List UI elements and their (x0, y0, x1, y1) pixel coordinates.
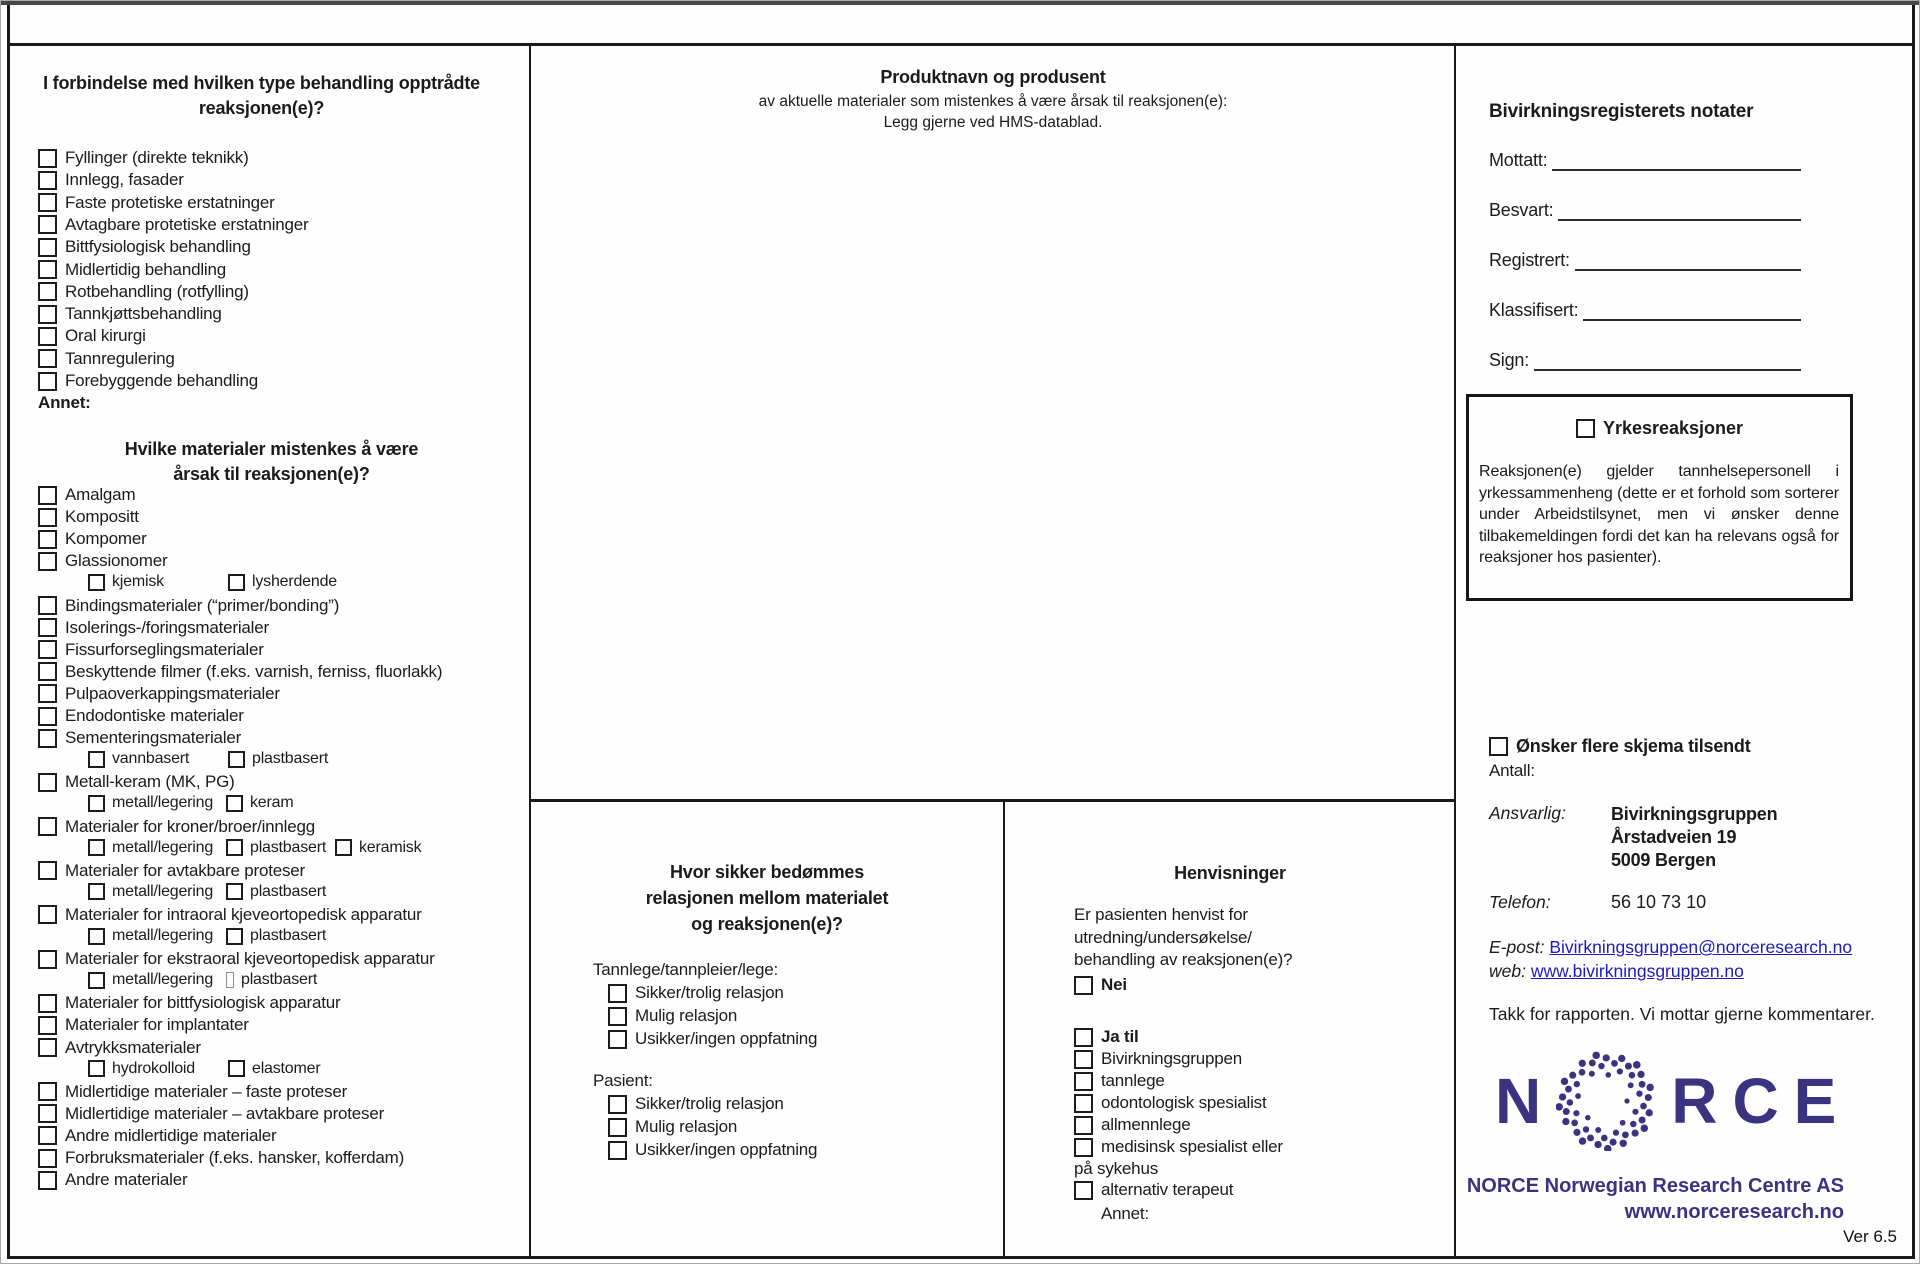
checkbox[interactable] (38, 372, 57, 391)
checkbox[interactable] (38, 1038, 57, 1057)
checkbox[interactable] (1074, 1072, 1093, 1091)
checkbox[interactable] (38, 327, 57, 346)
norce-logo-letter-n: N (1495, 1065, 1542, 1137)
checkbox[interactable] (38, 282, 57, 301)
checkbox[interactable] (608, 1030, 627, 1049)
checkbox-row (38, 259, 538, 281)
checkbox[interactable] (38, 1082, 57, 1101)
write-in-line[interactable] (1534, 345, 1801, 371)
checkbox-row (38, 550, 538, 572)
checkbox[interactable] (1074, 1181, 1093, 1200)
referrals-title: Henvisninger (1174, 863, 1286, 883)
sub-option (88, 750, 189, 768)
relation-group1-heading: Tannlege/tannpleier/lege: (593, 960, 778, 979)
checkbox-row (38, 214, 538, 236)
telefon-value: 56 10 73 10 (1611, 892, 1707, 912)
checkbox-label: Isolerings-/foringsmaterialer (65, 617, 269, 637)
epost-link[interactable]: Bivirkningsgruppen@norceresearch.no (1549, 937, 1853, 957)
checkbox-label: Materialer for intraoral kjeveortopedisk apparatur (65, 904, 422, 924)
sub-checkbox-row (38, 838, 538, 860)
write-in-line[interactable] (1575, 245, 1801, 271)
checkbox-label: Forebyggende behandling (65, 371, 258, 390)
checkbox-label: Metall-keram (MK, PG) (65, 772, 235, 792)
norce-logo-letter-c: C (1732, 1065, 1779, 1137)
checkbox-row (38, 236, 538, 258)
checkbox-label: Midlertidige materialer – avtakbare proteser (65, 1103, 385, 1123)
sub-option (228, 573, 337, 591)
sub-option (226, 927, 326, 945)
checkbox[interactable] (38, 1171, 57, 1190)
norce-logo-sun-icon (1556, 1051, 1656, 1151)
checkbox[interactable] (38, 861, 57, 880)
referrals-option-medisinsk: medisinsk spesialist eller (1074, 1137, 1283, 1157)
checkbox-label: Oral kirurgi (65, 326, 146, 346)
checkbox-row (38, 1037, 538, 1059)
norce-org-block (1467, 1173, 1844, 1225)
norce-logo-letter-e: E (1793, 1065, 1837, 1137)
sub-option (88, 1060, 195, 1078)
sub-option (228, 750, 328, 768)
checkbox[interactable] (88, 972, 105, 989)
norce-logo-letter-r: R (1671, 1065, 1718, 1137)
checkbox-row (38, 661, 538, 683)
checkbox-label: Amalgam (65, 485, 136, 504)
checkbox-row (38, 528, 538, 550)
referrals-annet-label: Annet: (1101, 1204, 1149, 1223)
checkbox[interactable] (226, 928, 243, 945)
materials-question-title: Hvilke materialer mistenkes å være årsak til reaksjonen(e)? (124, 439, 419, 484)
registry-field-mottatt: Mottatt: (1489, 147, 1801, 171)
referrals-option-medisinsk-continuation: på sykehus (1074, 1159, 1158, 1178)
checkbox-row (38, 1081, 538, 1103)
checkbox[interactable] (38, 950, 57, 969)
checkbox-row (38, 639, 538, 661)
checkbox-label: lysherdende (252, 573, 337, 591)
sub-checkbox-row (38, 572, 538, 594)
sub-checkbox-row (38, 793, 538, 815)
treatment-checklist (38, 147, 528, 427)
checkbox-row (38, 169, 538, 191)
checkbox-label: Beskyttende filmer (f.eks. varnish, ferniss, fluorlakk) (65, 661, 443, 681)
registry-field-klassifisert: Klassifisert: (1489, 297, 1801, 321)
checkbox-label: keram (250, 794, 294, 812)
checkbox-label: Forbruksmaterialer (f.eks. hansker, kofferdam) (65, 1148, 405, 1167)
frame-bottom (7, 1256, 1915, 1259)
checkbox-row (38, 595, 538, 617)
checkbox[interactable] (1074, 1116, 1093, 1135)
version-label: Ver 6.5 (1843, 1227, 1897, 1246)
checkbox-row (38, 1014, 538, 1036)
web-row (1489, 961, 1744, 982)
checkbox[interactable] (88, 928, 105, 945)
checkbox[interactable] (226, 839, 243, 856)
frame-top-rule (7, 43, 1915, 46)
sub-option (88, 927, 213, 945)
checkbox-row (38, 992, 538, 1014)
checkbox-label: Kompositt (65, 507, 139, 527)
checkbox-label: Tannregulering (65, 348, 175, 368)
scan-top-edge (1, 1, 1920, 5)
checkbox-label: Annet: (38, 393, 91, 413)
checkbox[interactable] (608, 984, 627, 1003)
checkbox[interactable] (88, 795, 105, 812)
checkbox[interactable] (38, 1016, 57, 1035)
antall-label: Antall: (1489, 761, 1535, 780)
checkbox-row (38, 1125, 538, 1147)
checkbox[interactable] (228, 751, 245, 768)
checkbox-label: plastbasert (252, 750, 329, 768)
sub-option (228, 1060, 320, 1078)
checkbox-label: Midlertidig behandling (65, 259, 226, 279)
checkbox[interactable] (608, 1095, 627, 1114)
checkbox-label: Rotbehandling (rotfylling) (65, 281, 249, 301)
referrals-option-yes: Ja til (1074, 1027, 1139, 1047)
sub-option (335, 839, 421, 857)
checkbox-label: Materialer for bittfysiologisk apparatur (65, 993, 341, 1013)
occupational-checkbox-row: Yrkesreaksjoner (1466, 418, 1853, 439)
checkbox[interactable] (38, 193, 57, 212)
product-subtitle-1: av aktuelle materialer som mistenkes å være årsak til reaksjonen(e): (758, 93, 1228, 110)
referrals-question: Er pasienten henvist for utredning/undersøkelse/ behandling av reaksjonen(e)? (1074, 905, 1293, 969)
checkbox[interactable] (228, 1060, 245, 1077)
checkbox-label: Bindingsmaterialer (“primer/bonding”) (65, 595, 340, 615)
checkbox[interactable] (335, 839, 352, 856)
checkbox-label: vannbasert (112, 750, 190, 768)
telefon-label: Telefon: (1489, 892, 1551, 912)
checkbox-label: Faste protetiske erstatninger (65, 192, 275, 212)
frame-left (7, 5, 10, 1258)
checkbox-label: Sementeringsmaterialer (65, 728, 242, 748)
checkbox-label: kjemisk (112, 573, 164, 591)
checkbox[interactable] (88, 883, 105, 900)
checkbox[interactable] (38, 305, 57, 324)
checkbox-label: plastbasert (250, 927, 327, 944)
checkbox[interactable] (88, 574, 105, 591)
checkbox-label: Fissurforseglingsmaterialer (65, 639, 264, 659)
referrals-option-bivirkningsgruppen: Bivirkningsgruppen (1074, 1049, 1242, 1069)
relation-dentist-option-uncertain: Usikker/ingen oppfatning (608, 1029, 817, 1049)
checkbox-row (38, 705, 538, 727)
checkbox[interactable] (1576, 419, 1595, 438)
checkbox-label: Avtagbare protetiske erstatninger (65, 214, 309, 234)
checkbox[interactable] (226, 972, 234, 988)
checkbox[interactable] (38, 1126, 57, 1145)
checkbox-label: metall/legering (112, 794, 214, 812)
checkbox-label: Tannkjøttsbehandling (65, 304, 222, 324)
checkbox-label: Avtrykksmaterialer (65, 1037, 201, 1057)
checkbox-label: plastbasert (250, 838, 327, 856)
referrals-option-no: Nei (1074, 975, 1127, 995)
sub-checkbox-row (38, 970, 538, 992)
checkbox[interactable] (226, 883, 243, 900)
checkbox-label: Andre materialer (65, 1170, 188, 1190)
checkbox[interactable] (38, 530, 57, 549)
checkbox-label: elastomer (252, 1059, 321, 1077)
checkbox-label: plastbasert (250, 882, 327, 900)
checkbox[interactable] (38, 684, 57, 703)
checkbox[interactable] (608, 1118, 627, 1137)
sub-checkbox-row (38, 882, 538, 904)
norce-logo (1495, 1049, 1836, 1153)
checkbox-label: Materialer for ekstraoral kjeveortopedisk apparatur (65, 949, 435, 969)
more-forms-row: Ønsker flere skjema tilsendt (1489, 736, 1751, 757)
checkbox-row (38, 904, 538, 926)
checkbox[interactable] (38, 640, 57, 659)
ansvarlig-label: Ansvarlig: (1489, 803, 1566, 823)
checkbox[interactable] (88, 1060, 105, 1077)
checkbox-label: Midlertidige materialer – faste proteser (65, 1081, 348, 1101)
norce-org-url[interactable]: www.norceresearch.no (1624, 1201, 1844, 1223)
checkbox[interactable] (38, 486, 57, 505)
ansvarlig-address: Bivirkningsgruppen Årstadveien 19 5009 Bergen (1611, 804, 1778, 870)
relation-title: Hvor sikker bedømmes relasjonen mellom materialet og reaksjonen(e)? (645, 862, 889, 934)
checkbox[interactable] (1074, 1028, 1093, 1047)
checkbox-label: Andre midlertidige materialer (65, 1125, 277, 1145)
sub-option (88, 971, 213, 989)
referrals-option-allmennlege: allmennlege (1074, 1115, 1190, 1135)
checkbox-row (38, 727, 538, 749)
checkbox-row (38, 325, 538, 347)
checkbox[interactable] (1489, 737, 1508, 756)
registry-field-sign: Sign: (1489, 347, 1801, 371)
product-title: Produktnavn og produsent (880, 67, 1106, 87)
checkbox[interactable] (38, 215, 57, 234)
checkbox-row (38, 348, 538, 370)
checkbox-label: Pulpaoverkappingsmaterialer (65, 683, 280, 703)
checkbox-row (38, 683, 538, 705)
registry-field-registrert: Registrert: (1489, 247, 1801, 271)
checkbox-row (38, 370, 538, 392)
product-entry-area[interactable] (532, 131, 1452, 796)
sub-option (226, 883, 326, 901)
sub-option (88, 573, 164, 591)
checkbox-row (38, 948, 538, 970)
checkbox-label: Endodontiske materialer (65, 706, 244, 725)
checkbox[interactable] (38, 662, 57, 681)
relation-patient-option-uncertain: Usikker/ingen oppfatning (608, 1140, 817, 1160)
sub-checkbox-row (38, 749, 538, 771)
checkbox[interactable] (226, 795, 243, 812)
checkbox-row (38, 771, 538, 793)
checkbox-label: metall/legering (112, 927, 214, 944)
checkbox[interactable] (38, 149, 57, 168)
web-link[interactable]: www.bivirkningsgruppen.no (1530, 961, 1744, 981)
write-in-line[interactable] (1558, 195, 1801, 221)
checkbox[interactable] (38, 729, 57, 748)
checkbox[interactable] (608, 1007, 627, 1026)
sub-checkbox-row (38, 1059, 538, 1081)
checkbox[interactable] (38, 905, 57, 924)
checkbox[interactable] (38, 260, 57, 279)
checkbox[interactable] (38, 817, 57, 836)
checkbox-label: Materialer for avtakbare proteser (65, 860, 306, 880)
sub-option (226, 839, 326, 857)
checkbox-row (38, 192, 538, 214)
thanks-text: Takk for rapporten. Vi mottar gjerne kommentarer. (1489, 1004, 1875, 1024)
product-subtitle-2: Legg gjerne ved HMS-datablad. (883, 114, 1103, 131)
divider-middle-horizontal (529, 799, 1456, 802)
checkbox-label: Bittfysiologisk behandling (65, 237, 251, 257)
checkbox-label: hydrokolloid (112, 1059, 195, 1077)
checkbox-row (38, 1103, 538, 1125)
sub-option (88, 883, 213, 901)
checkbox[interactable] (38, 349, 57, 368)
referrals-option-alternativ: alternativ terapeut (1074, 1180, 1233, 1200)
checkbox-row (38, 147, 538, 169)
occupational-body-text: Reaksjonen(e) gjelder tannhelsepersonell i yrkessammenheng (dette er et forhold som sorterer under Arbeidstilsynet, men vi ønsker denne tilbakemeldingen fordi det kan ha relevans også for reaksjoner hos pasienter). (1479, 463, 1839, 566)
checkbox-row (38, 392, 538, 414)
checkbox[interactable] (1074, 1138, 1093, 1157)
checkbox[interactable] (38, 618, 57, 637)
materials-checklist (38, 484, 528, 1194)
checkbox-label: metall/legering (112, 838, 214, 856)
checkbox[interactable] (38, 1149, 57, 1168)
sub-option (88, 839, 213, 857)
relation-patient-option-certain: Sikker/trolig relasjon (608, 1094, 784, 1114)
checkbox[interactable] (38, 1104, 57, 1123)
checkbox-label: Fyllinger (direkte teknikk) (65, 148, 249, 167)
relation-dentist-option-possible: Mulig relasjon (608, 1006, 737, 1026)
relation-group2-heading: Pasient: (593, 1071, 653, 1090)
treatment-question-title: I forbindelse med hvilken type behandling opptrådte reaksjonen(e)? (43, 73, 480, 118)
checkbox-row (38, 617, 538, 639)
checkbox[interactable] (88, 839, 105, 856)
checkbox-row (38, 1147, 538, 1169)
checkbox[interactable] (38, 238, 57, 257)
checkbox[interactable] (38, 994, 57, 1013)
checkbox[interactable] (1074, 1050, 1093, 1069)
sub-option (226, 794, 293, 812)
checkbox[interactable] (1074, 976, 1093, 995)
registry-field-besvart: Besvart: (1489, 197, 1801, 221)
relation-patient-option-possible: Mulig relasjon (608, 1117, 737, 1137)
checkbox-row (38, 506, 538, 528)
checkbox[interactable] (608, 1141, 627, 1160)
checkbox[interactable] (38, 171, 57, 190)
divider-right-column (1454, 43, 1456, 1258)
referrals-option-tannlege: tannlege (1074, 1071, 1165, 1091)
checkbox-label: plastbasert (241, 971, 318, 989)
relation-dentist-option-certain: Sikker/trolig relasjon (608, 983, 784, 1003)
checkbox-label: Materialer for implantater (65, 1015, 249, 1035)
norce-org-name: NORCE Norwegian Research Centre AS (1466, 1175, 1844, 1197)
checkbox[interactable] (38, 508, 57, 527)
sub-checkbox-row (38, 926, 538, 948)
epost-row (1489, 937, 1852, 958)
checkbox-label: metall/legering (112, 971, 214, 989)
checkbox-label: Materialer for kroner/broer/innlegg (65, 816, 316, 836)
sub-option (226, 971, 317, 989)
checkbox[interactable] (228, 574, 245, 591)
write-in-line[interactable] (1552, 145, 1801, 171)
checkbox[interactable] (38, 596, 57, 615)
write-in-line[interactable] (1583, 295, 1801, 321)
epost-label: E-post: (1489, 937, 1545, 957)
checkbox-label: Glassionomer (65, 551, 168, 571)
checkbox-row (38, 484, 538, 506)
checkbox-label: Kompomer (65, 529, 147, 549)
checkbox-row (38, 1169, 538, 1191)
checkbox-row (38, 303, 538, 325)
checkbox-label: keramisk (359, 838, 422, 856)
checkbox-row (38, 860, 538, 882)
checkbox-label: Innlegg, fasader (65, 170, 184, 190)
checkbox[interactable] (38, 773, 57, 792)
checkbox-label: metall/legering (112, 882, 214, 900)
frame-right (1912, 5, 1915, 1258)
checkbox-row (38, 281, 538, 303)
registry-title: Bivirkningsregisterets notater (1489, 101, 1754, 122)
checkbox[interactable] (38, 552, 57, 571)
checkbox[interactable] (1074, 1094, 1093, 1113)
checkbox[interactable] (88, 751, 105, 768)
checkbox[interactable] (38, 707, 57, 726)
sub-option (88, 794, 213, 812)
web-label: web: (1489, 961, 1526, 981)
checkbox-row (38, 816, 538, 838)
product-box-header (530, 65, 1456, 132)
referrals-option-odontologisk: odontologisk spesialist (1074, 1093, 1267, 1113)
